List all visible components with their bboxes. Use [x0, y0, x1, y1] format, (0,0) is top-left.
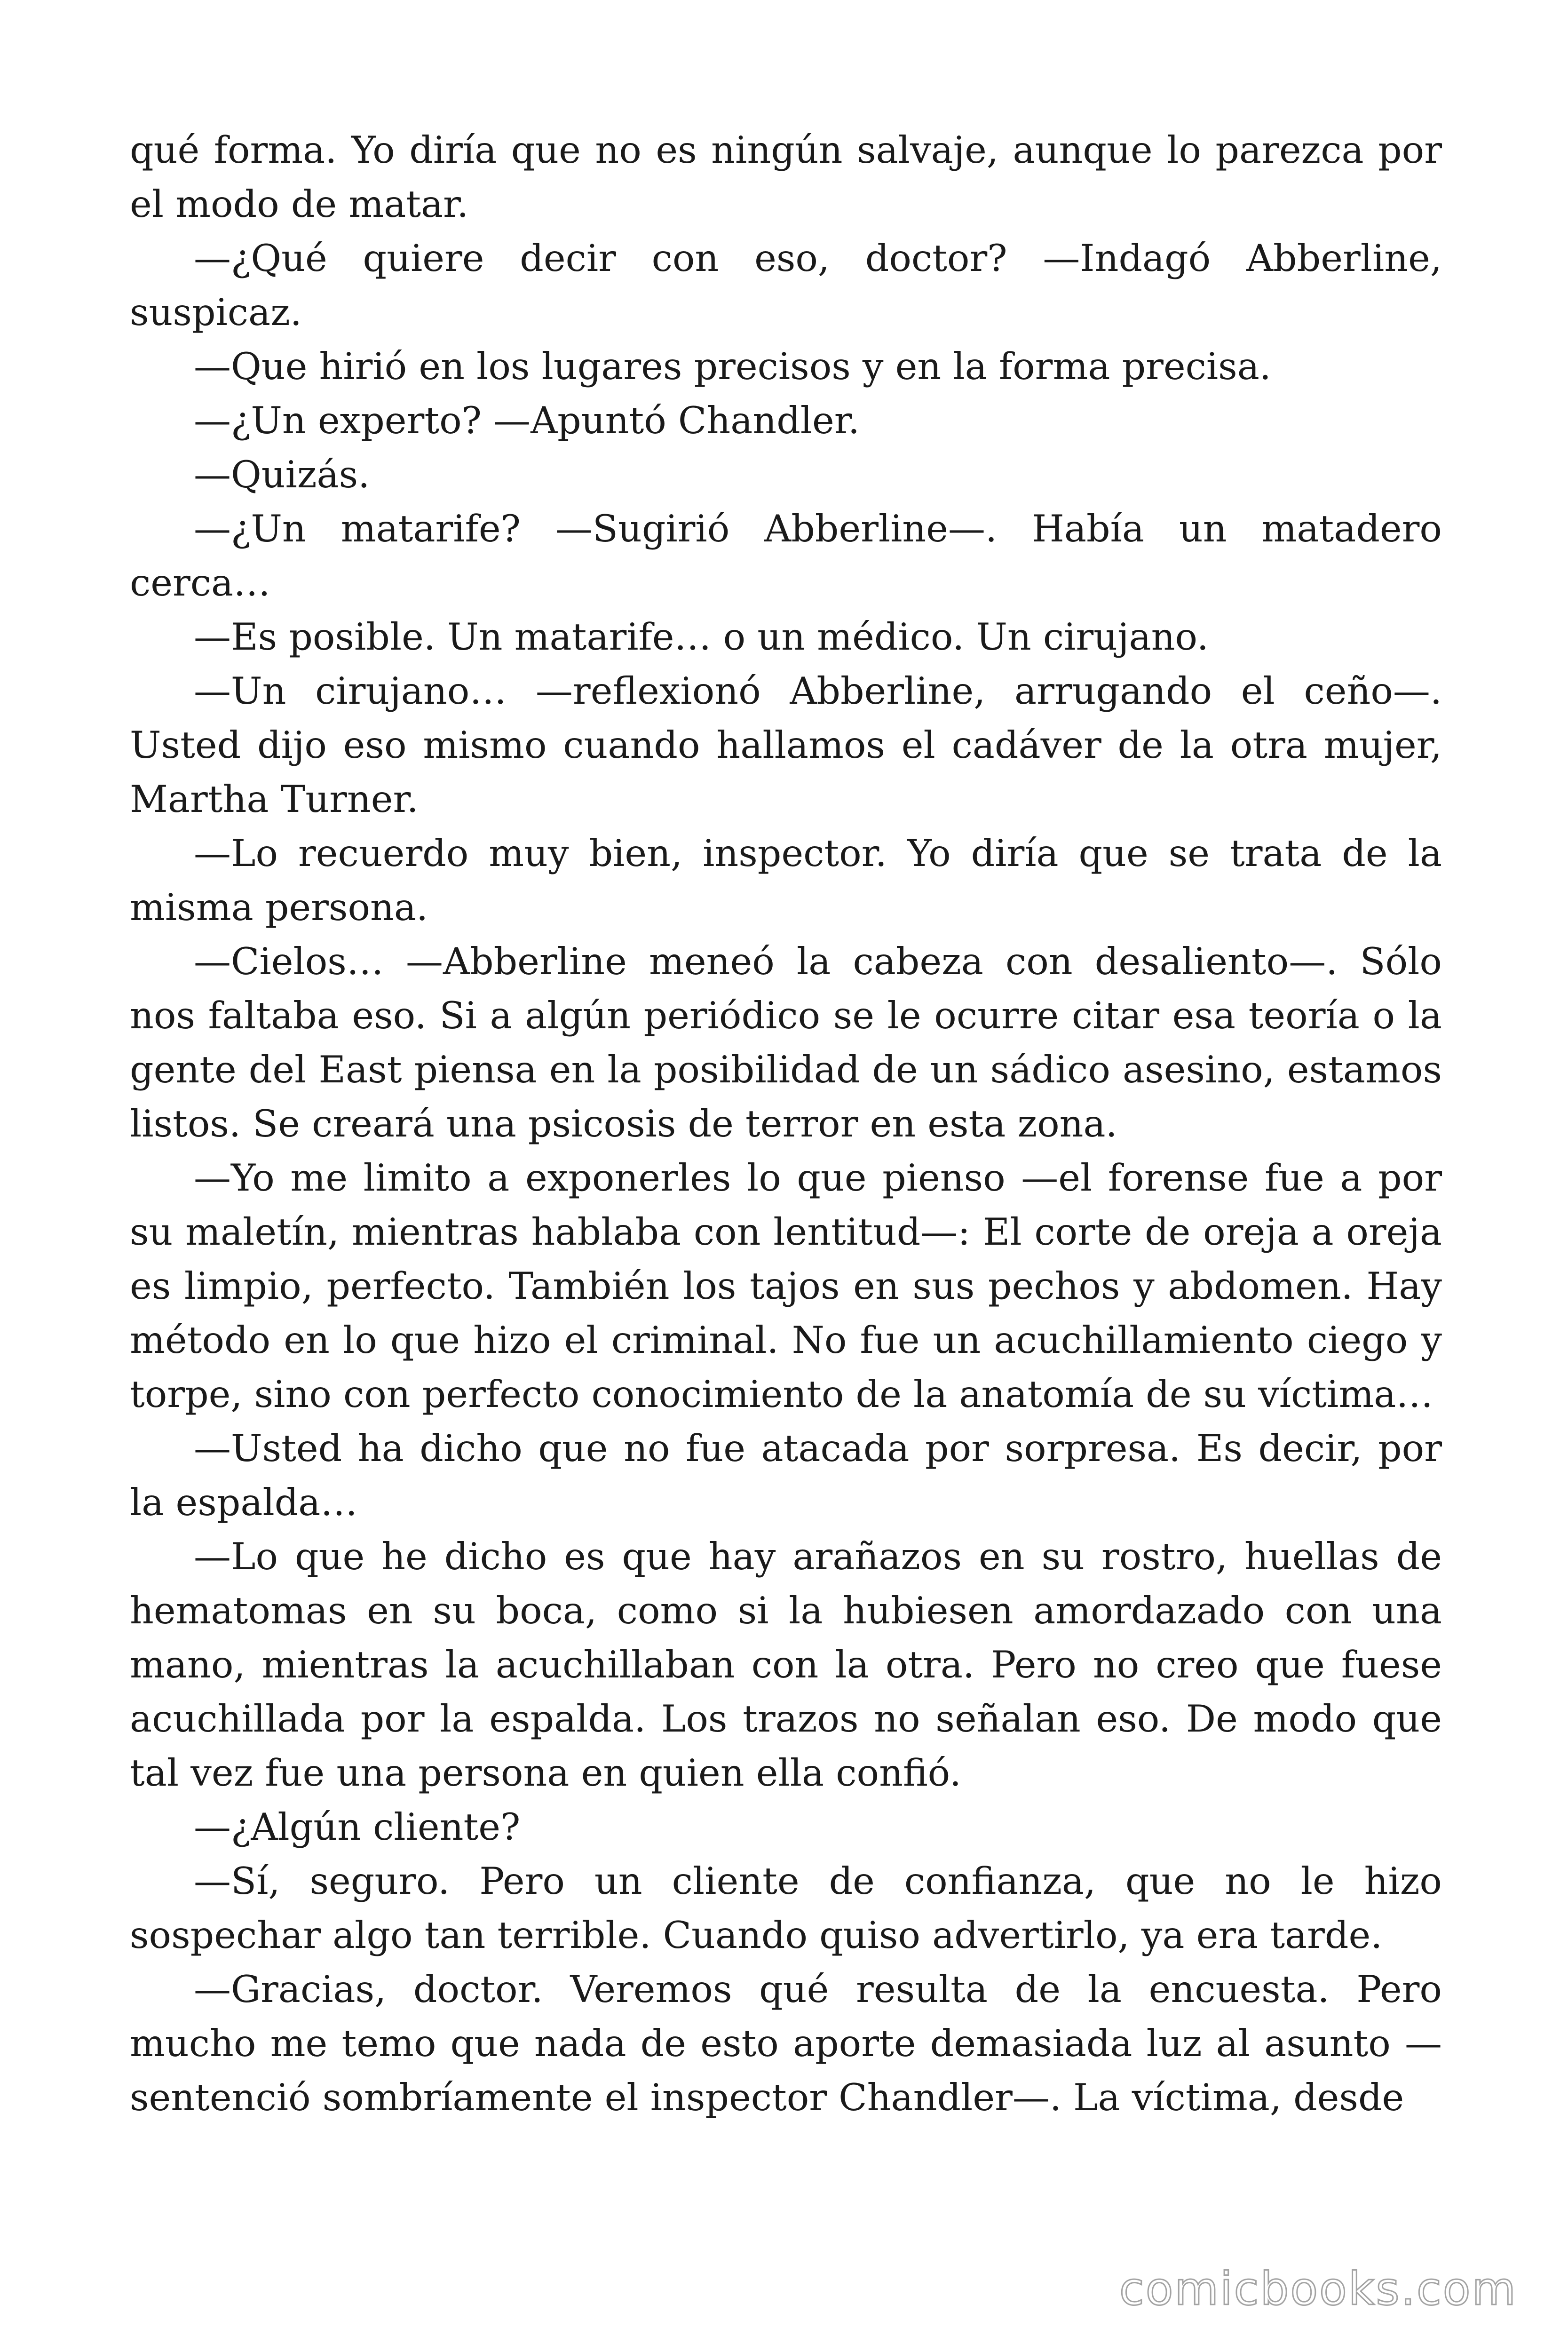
paragraph: —Quizás.	[194, 453, 370, 496]
paragraph: qué forma. Yo diría que no es ningún salvaje, aunque lo parezca por el modo de matar.	[130, 128, 1442, 226]
paragraph: —Cielos… —Abberline meneó la cabeza con desaliento—. Sólo nos faltaba eso. Si a algún periódico se le ocurre citar esa teoría o la gente del East piensa en la posibilidad de un sádico asesino, estamos listos. Se creará una psicosis de terror en esta zona.	[130, 940, 1442, 1145]
paragraph: —Lo que he dicho es que hay arañazos en su rostro, huellas de hematomas en su boca, como si la hubiesen amordazado con una mano, mientras la acuchillaban con la otra. Pero no creo que fuese acuchillada por la espalda. Los trazos no señalan eso. De modo que tal vez fue una persona en quien ella confió.	[130, 1535, 1442, 1795]
paragraph: —¿Un experto? —Apuntó Chandler.	[194, 399, 860, 442]
watermark: comicbooks.com	[1119, 2263, 1517, 2315]
paragraph: —Lo recuerdo muy bien, inspector. Yo diría que se trata de la misma persona.	[130, 832, 1442, 929]
paragraph: —Es posible. Un matarife… o un médico. Un cirujano.	[194, 615, 1209, 659]
paragraph: —Un cirujano… —reflexionó Abberline, arrugando el ceño—. Usted dijo eso mismo cuando hallamos el cadáver de la otra mujer, Martha Turner.	[130, 669, 1442, 821]
paragraph: —Usted ha dicho que no fue atacada por sorpresa. Es decir, por la espalda…	[130, 1427, 1442, 1524]
paragraph: —¿Qué quiere decir con eso, doctor? —Indagó Abberline, suspicaz.	[130, 237, 1442, 334]
paragraph: —Gracias, doctor. Veremos qué resulta de la encuesta. Pero mucho me temo que nada de esto aporte demasiada luz al asunto —sentenció sombríamente el inspector Chandler—. La víctima, desde	[130, 1968, 1442, 2119]
paragraph: —¿Un matarife? —Sugirió Abberline—. Había un matadero cerca…	[130, 507, 1442, 604]
paragraph: —¿Algún cliente?	[194, 1805, 521, 1849]
book-page-text	[130, 123, 1442, 2125]
paragraph: —Yo me limito a exponerles lo que pienso —el forense fue a por su maletín, mientras hablaba con lentitud—: El corte de oreja a oreja es limpio, perfecto. También los tajos en sus pechos y abdomen. Hay método en lo que hizo el criminal. No fue un acuchillamiento ciego y torpe, sino con perfecto conocimiento de la anatomía de su víctima…	[130, 1156, 1442, 1416]
paragraph: —Que hirió en los lugares precisos y en la forma precisa.	[194, 345, 1271, 388]
paragraph: —Sí, seguro. Pero un cliente de confianza, que no le hizo sospechar algo tan terrible. Cuando quiso advertirlo, ya era tarde.	[130, 1859, 1442, 1957]
